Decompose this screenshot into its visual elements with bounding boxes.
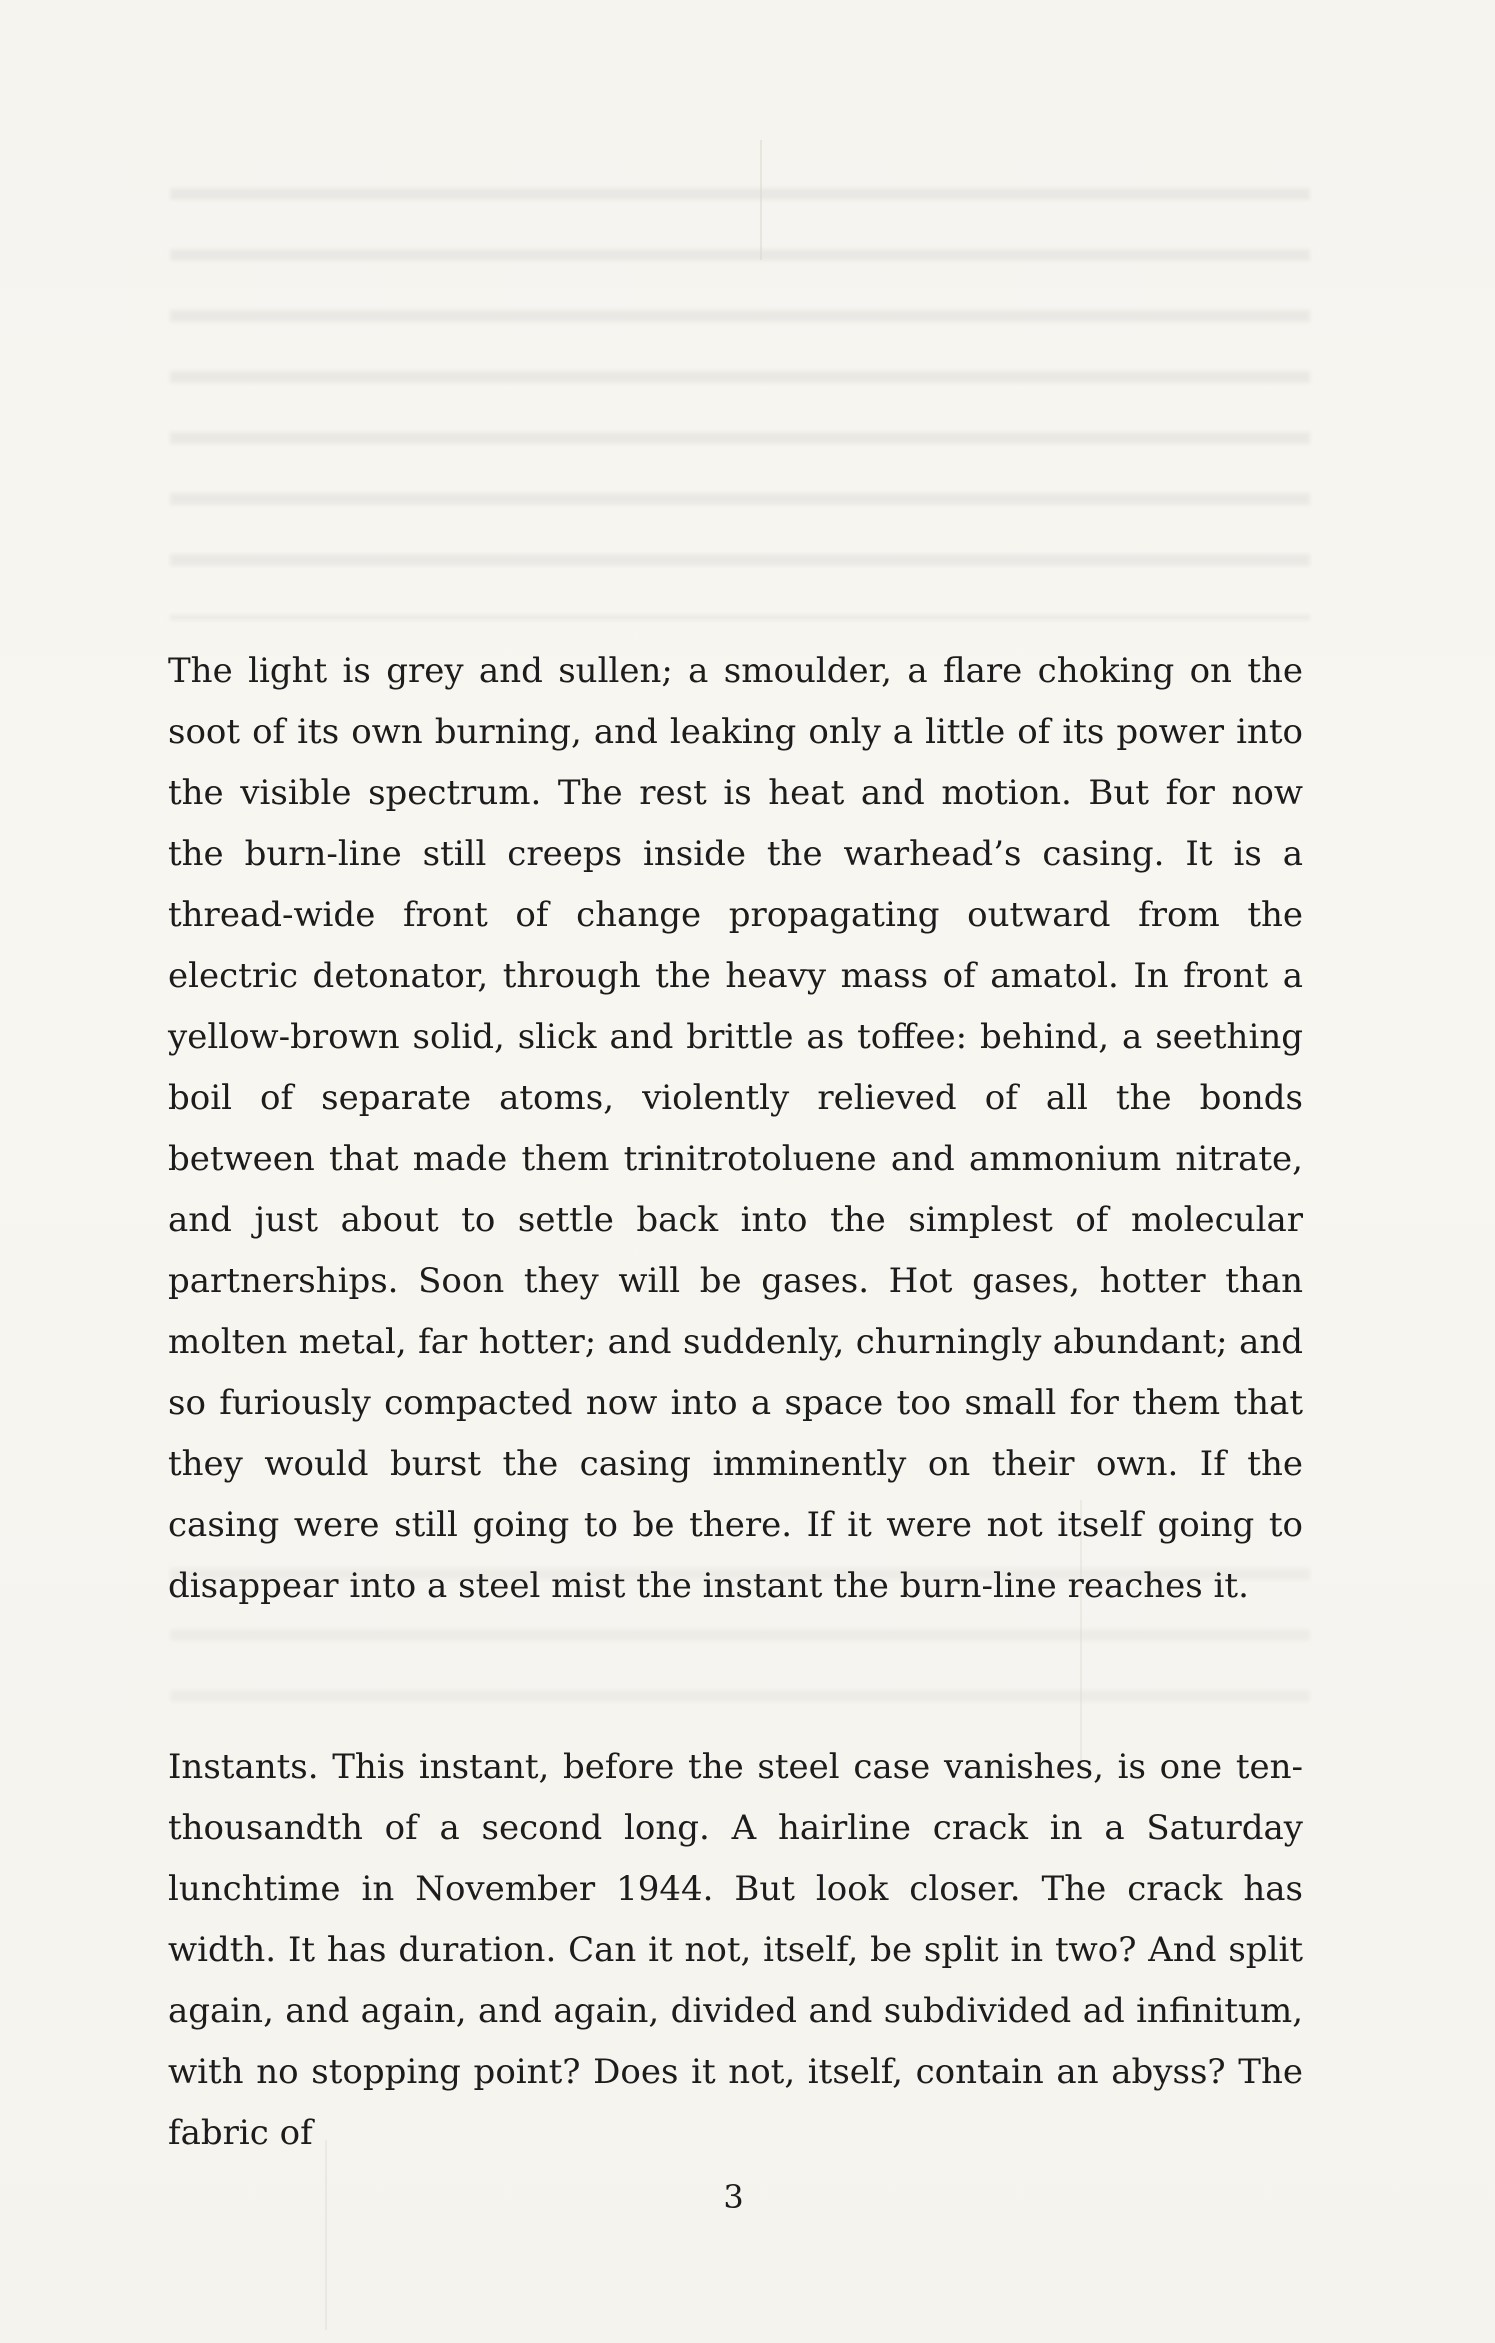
show-through-text	[170, 150, 1310, 620]
paragraph-1	[168, 641, 1303, 1617]
paragraph-text: Instants. This instant, before the steel case vanishes, is one ten-thousandth of a second long. A hairline crack in a Saturday lunchtime in November 1944. But look closer. The crack has width. It has duration. Can it not, itself, be split in two? And split again, and again, and again, divided and subdivided ad infinitum, with no stopping point? Does it not, itself, contain an abyss? The fabric of	[168, 1747, 1303, 2153]
page-crease	[325, 2140, 327, 2330]
page-number: 3	[723, 2178, 744, 2216]
paragraph-text: The light is grey and sullen; a smoulder, a flare choking on the soot of its own burning, and leaking only a little of its power into the visible spectrum. The rest is heat and motion. But for now the burn-line still creeps inside the warhead’s casing. It is a thread-wide front of change propagating outward from the electric detonator, through the heavy mass of amatol. In front a yellow-brown solid, slick and brittle as toffee: behind, a seething boil of separate atoms, violently relieved of all the bonds between that made them trinitrotoluene and ammonium nitrate, and just about to settle back into the simplest of molecular partnerships. Soon they will be gases. Hot gases, hotter than molten metal, far hotter; and suddenly, churningly abundant; and so furiously compacted now into a space too small for them that they would burst the casing imminently on their own. If the casing were still going to be there. If it were not itself going to disappear into a steel mist the instant the burn-line reaches it.	[168, 651, 1303, 1606]
paragraph-2	[168, 1737, 1303, 2164]
page-crease	[760, 140, 762, 260]
